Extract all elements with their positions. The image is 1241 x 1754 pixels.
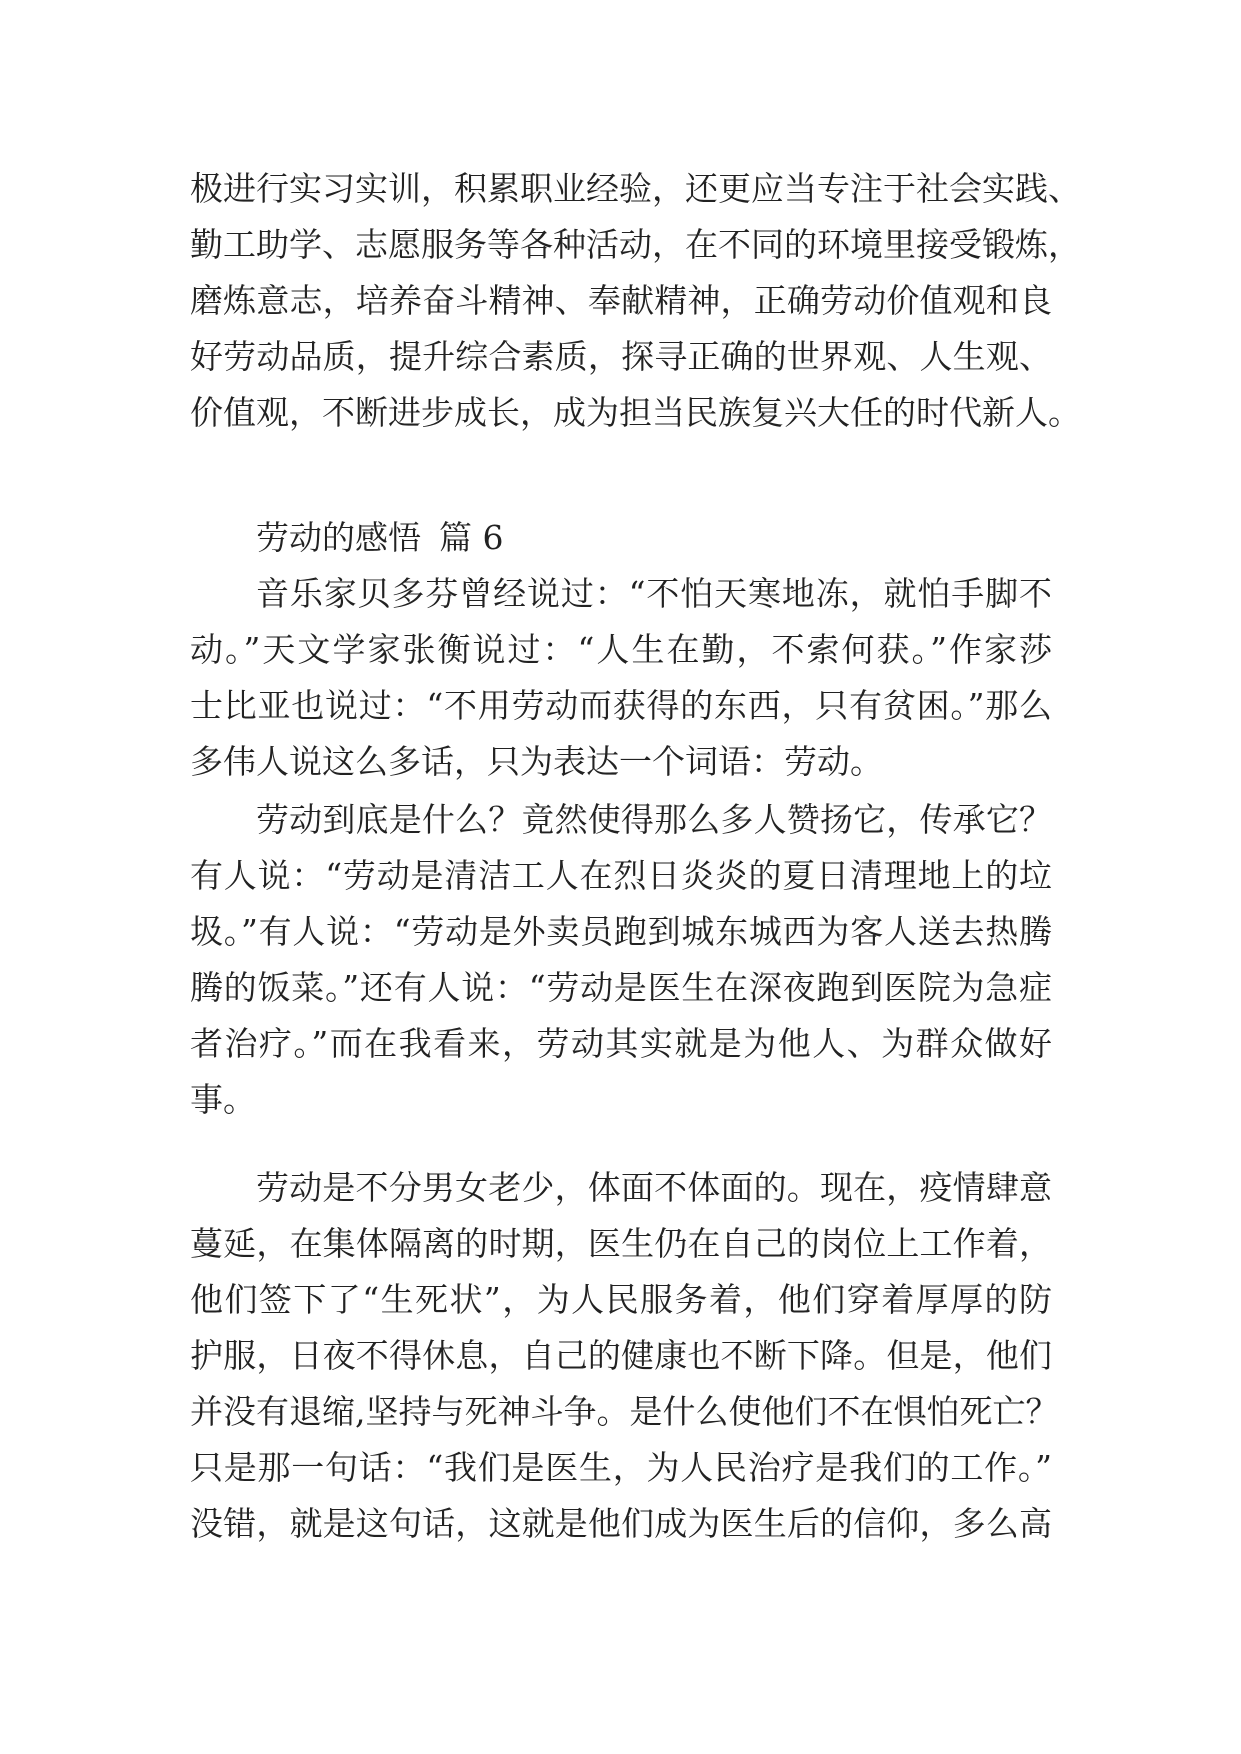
text-line: 者治疗。”而在我看来，劳动其实就是为他人、为群众做好 — [190, 1024, 1052, 1063]
text-line: 士比亚也说过：“不用劳动而获得的东西，只有贫困。”那么 — [190, 686, 1052, 725]
heading-title: 劳动的感悟 — [256, 518, 421, 557]
text-line: 护服，日夜不得休息，自己的健康也不断下降。但是，他们 — [190, 1336, 1052, 1375]
text-line: 磨炼意志，培养奋斗精神、奉献精神，正确劳动价值观和良 — [190, 281, 1052, 320]
text-line: 极进行实习实训，积累职业经验，还更应当专注于社会实践、 — [190, 169, 1081, 208]
text-line: 音乐家贝多芬曾经说过：“不怕天寒地冻，就怕手脚不 — [256, 574, 1052, 613]
paragraph-intro-continuation — [190, 161, 1081, 441]
section-heading — [256, 510, 504, 566]
text-line: 多伟人说这么多话，只为表达一个词语：劳动。 — [190, 742, 883, 781]
text-line: 好劳动品质，提升综合素质，探寻正确的世界观、人生观、 — [190, 337, 1052, 376]
paragraph-3 — [190, 1160, 1059, 1552]
text-line: 蔓延，在集体隔离的时期，医生仍在自己的岗位上工作着， — [190, 1224, 1052, 1263]
text-line: 只是那一句话：“我们是医生，为人民治疗是我们的工作。” — [190, 1448, 1052, 1487]
text-line: 圾。”有人说：“劳动是外卖员跑到城东城西为客人送去热腾 — [190, 912, 1052, 951]
text-line: 腾的饭菜。”还有人说：“劳动是医生在深夜跑到医院为急症 — [190, 968, 1052, 1007]
text-line: 动。”天文学家张衡说过：“人生在勤，不索何获。”作家莎 — [190, 630, 1052, 669]
text-line: 劳动到底是什么？竟然使得那么多人赞扬它，传承它？ — [256, 800, 1052, 839]
text-line: 价值观，不断进步成长，成为担当民族复兴大任的时代新人。 — [190, 393, 1081, 432]
paragraph-2 — [190, 792, 1052, 1128]
text-line: 有人说：“劳动是清洁工人在烈日炎炎的夏日清理地上的垃 — [190, 856, 1052, 895]
text-line: 并没有退缩,坚持与死神斗争。是什么使他们不在惧怕死亡？ — [190, 1392, 1059, 1431]
text-line: 事。 — [190, 1080, 256, 1119]
text-line: 没错，就是这句话，这就是他们成为医生后的信仰，多么高 — [190, 1504, 1052, 1543]
heading-number: 篇 6 — [439, 518, 504, 557]
text-line: 勤工助学、志愿服务等各种活动，在不同的环境里接受锻炼， — [190, 225, 1081, 264]
paragraph-1 — [190, 566, 1052, 790]
text-line: 他们签下了“生死状”，为人民服务着，他们穿着厚厚的防 — [190, 1280, 1052, 1319]
text-line: 劳动是不分男女老少，体面不体面的。现在，疫情肆意 — [256, 1168, 1052, 1207]
